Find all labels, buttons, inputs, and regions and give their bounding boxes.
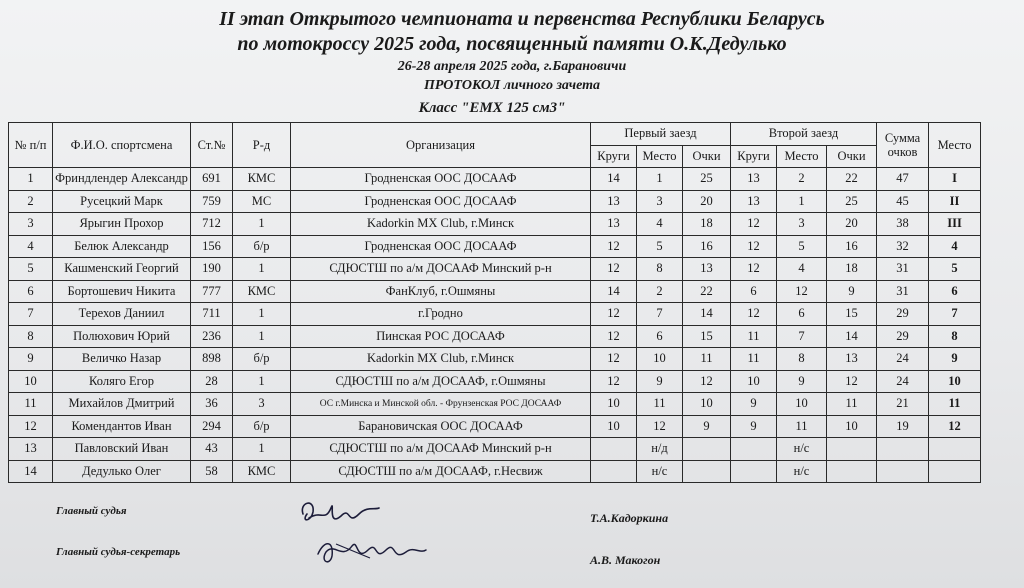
cell-start: 190: [191, 258, 233, 281]
cell-place: 8: [929, 325, 981, 348]
cell-laps2: [731, 460, 777, 483]
cell-name: Комендантов Иван: [53, 415, 191, 438]
cell-place: [929, 438, 981, 461]
cell-start: 898: [191, 348, 233, 371]
cell-place: 7: [929, 303, 981, 326]
cell-num: 14: [9, 460, 53, 483]
cell-place: 11: [929, 393, 981, 416]
cell-pos2: 11: [777, 415, 827, 438]
cell-points1: 25: [683, 168, 731, 191]
cell-pos2: 9: [777, 370, 827, 393]
title-line-2: по мотокроссу 2025 года, посвященный памяти О.К.Дедулько: [237, 33, 787, 55]
cell-laps2: 11: [731, 348, 777, 371]
cell-laps1: [591, 438, 637, 461]
table-row: [9, 168, 981, 191]
cell-name: Полюхович Юрий: [53, 325, 191, 348]
cell-pos2: 2: [777, 168, 827, 191]
col-num-header: № п/п: [9, 123, 53, 168]
cell-name: Михайлов Дмитрий: [53, 393, 191, 416]
cell-start: 58: [191, 460, 233, 483]
cell-org: Гродненская ООС ДОСААФ: [291, 235, 591, 258]
cell-org: ОС г.Минска и Минской обл. - Фрунзенская РОС ДОСААФ: [291, 393, 591, 416]
cell-org: Гродненская ООС ДОСААФ: [291, 168, 591, 191]
cell-total: 24: [877, 348, 929, 371]
cell-pos1: 1: [637, 168, 683, 191]
cell-start: 712: [191, 213, 233, 236]
cell-points2: 11: [827, 393, 877, 416]
cell-rank: б/р: [233, 415, 291, 438]
cell-laps1: 10: [591, 393, 637, 416]
cell-laps1: 13: [591, 213, 637, 236]
cell-points1: 20: [683, 190, 731, 213]
cell-pos1: 4: [637, 213, 683, 236]
cell-points2: 15: [827, 303, 877, 326]
cell-laps2: [731, 438, 777, 461]
col-name-header: Ф.И.О. спортсмена: [53, 123, 191, 168]
cell-points2: 13: [827, 348, 877, 371]
cell-name: Кашменский Георгий: [53, 258, 191, 281]
cell-laps1: 14: [591, 168, 637, 191]
cell-points1: 15: [683, 325, 731, 348]
cell-laps1: 14: [591, 280, 637, 303]
cell-total: 29: [877, 325, 929, 348]
cell-points1: 22: [683, 280, 731, 303]
cell-points2: 18: [827, 258, 877, 281]
cell-laps2: 12: [731, 303, 777, 326]
cell-num: 4: [9, 235, 53, 258]
cell-points1: 11: [683, 348, 731, 371]
cell-org: СДЮСТШ по а/м ДОСААФ, г.Ошмяны: [291, 370, 591, 393]
cell-points2: 16: [827, 235, 877, 258]
table-row: [9, 303, 981, 326]
cell-rank: 3: [233, 393, 291, 416]
race1-laps-header: Круги: [591, 145, 637, 168]
table-row: [9, 415, 981, 438]
col-total-header: Сумма очков: [877, 123, 929, 168]
cell-laps1: 12: [591, 303, 637, 326]
cell-name: Ярыгин Прохор: [53, 213, 191, 236]
table-row: [9, 348, 981, 371]
cell-pos1: 10: [637, 348, 683, 371]
cell-org: г.Гродно: [291, 303, 591, 326]
cell-laps2: 10: [731, 370, 777, 393]
cell-laps1: 12: [591, 348, 637, 371]
cell-pos2: н/с: [777, 460, 827, 483]
cell-name: Терехов Даниил: [53, 303, 191, 326]
cell-laps2: 6: [731, 280, 777, 303]
cell-laps1: 12: [591, 325, 637, 348]
table-row: [9, 393, 981, 416]
table-row: [9, 213, 981, 236]
cell-pos1: 6: [637, 325, 683, 348]
col-place-header: Место: [929, 123, 981, 168]
cell-pos2: 1: [777, 190, 827, 213]
cell-points1: 14: [683, 303, 731, 326]
protocol-title: ПРОТОКОЛ личного зачета: [423, 78, 601, 93]
cell-total: 45: [877, 190, 929, 213]
cell-num: 7: [9, 303, 53, 326]
cell-start: 156: [191, 235, 233, 258]
chief-judge-signature: [295, 492, 385, 532]
cell-name: Дедулько Олег: [53, 460, 191, 483]
cell-points2: 14: [827, 325, 877, 348]
cell-org: СДЮСТШ по а/м ДОСААФ Минский р-н: [291, 438, 591, 461]
cell-pos1: 2: [637, 280, 683, 303]
cell-points1: 16: [683, 235, 731, 258]
cell-start: 294: [191, 415, 233, 438]
cell-num: 12: [9, 415, 53, 438]
cell-rank: КМС: [233, 168, 291, 191]
cell-pos1: н/с: [637, 460, 683, 483]
cell-pos2: н/с: [777, 438, 827, 461]
cell-total: [877, 438, 929, 461]
table-row: [9, 370, 981, 393]
cell-name: Белюк Александр: [53, 235, 191, 258]
table-row: [9, 190, 981, 213]
cell-name: Фриндлендер Александр: [53, 168, 191, 191]
cell-org: СДЮСТШ по а/м ДОСААФ, г.Несвиж: [291, 460, 591, 483]
table-row: [9, 438, 981, 461]
cell-pos1: 12: [637, 415, 683, 438]
event-dates: 26-28 апреля 2025 года, г.Барановичи: [397, 59, 627, 74]
chief-judge-name: Т.А.Кадоркина: [590, 511, 669, 525]
cell-points2: [827, 438, 877, 461]
cell-laps2: 12: [731, 213, 777, 236]
cell-laps2: 12: [731, 235, 777, 258]
cell-rank: МС: [233, 190, 291, 213]
cell-place: III: [929, 213, 981, 236]
cell-points2: 9: [827, 280, 877, 303]
cell-points2: 12: [827, 370, 877, 393]
cell-total: 24: [877, 370, 929, 393]
table-row: [9, 258, 981, 281]
secretary-name: А.В. Макогон: [590, 553, 661, 567]
cell-pos2: 3: [777, 213, 827, 236]
cell-laps2: 12: [731, 258, 777, 281]
cell-points1: 13: [683, 258, 731, 281]
cell-pos1: 11: [637, 393, 683, 416]
cell-laps2: 9: [731, 415, 777, 438]
cell-rank: 1: [233, 438, 291, 461]
cell-total: 31: [877, 280, 929, 303]
table-row: [9, 460, 981, 483]
cell-total: 38: [877, 213, 929, 236]
cell-start: 28: [191, 370, 233, 393]
cell-rank: 1: [233, 325, 291, 348]
cell-pos1: н/д: [637, 438, 683, 461]
cell-rank: КМС: [233, 460, 291, 483]
cell-place: 10: [929, 370, 981, 393]
cell-place: II: [929, 190, 981, 213]
race2-header: Второй заезд: [731, 123, 877, 146]
cell-num: 9: [9, 348, 53, 371]
cell-start: 36: [191, 393, 233, 416]
cell-pos1: 8: [637, 258, 683, 281]
cell-total: 21: [877, 393, 929, 416]
cell-points1: 12: [683, 370, 731, 393]
race2-pos-header: Место: [777, 145, 827, 168]
cell-start: 43: [191, 438, 233, 461]
class-title: Класс "EMX 125 см3": [418, 100, 566, 116]
cell-place: 6: [929, 280, 981, 303]
cell-laps2: 13: [731, 190, 777, 213]
cell-name: Павловский Иван: [53, 438, 191, 461]
race2-laps-header: Круги: [731, 145, 777, 168]
cell-start: 236: [191, 325, 233, 348]
cell-points2: 20: [827, 213, 877, 236]
cell-rank: 1: [233, 303, 291, 326]
chief-judge-label: Главный судья: [56, 505, 127, 517]
cell-points1: 18: [683, 213, 731, 236]
cell-pos1: 5: [637, 235, 683, 258]
cell-rank: б/р: [233, 348, 291, 371]
cell-points2: 22: [827, 168, 877, 191]
cell-place: 9: [929, 348, 981, 371]
cell-pos1: 3: [637, 190, 683, 213]
cell-total: 29: [877, 303, 929, 326]
cell-name: Величко Назар: [53, 348, 191, 371]
cell-num: 8: [9, 325, 53, 348]
cell-org: Kadorkin MX Club, г.Минск: [291, 213, 591, 236]
cell-num: 5: [9, 258, 53, 281]
cell-num: 6: [9, 280, 53, 303]
cell-place: 5: [929, 258, 981, 281]
cell-laps2: 13: [731, 168, 777, 191]
table-row: [9, 280, 981, 303]
race1-points-header: Очки: [683, 145, 731, 168]
cell-pos2: 4: [777, 258, 827, 281]
secretary-signature: [312, 532, 432, 568]
col-org-header: Организация: [291, 123, 591, 168]
cell-laps1: 12: [591, 258, 637, 281]
cell-laps1: 13: [591, 190, 637, 213]
cell-points2: 10: [827, 415, 877, 438]
cell-org: Барановичская ООС ДОСААФ: [291, 415, 591, 438]
cell-rank: 1: [233, 258, 291, 281]
cell-place: [929, 460, 981, 483]
cell-num: 3: [9, 213, 53, 236]
race1-pos-header: Место: [637, 145, 683, 168]
cell-total: 31: [877, 258, 929, 281]
cell-rank: 1: [233, 370, 291, 393]
cell-num: 1: [9, 168, 53, 191]
cell-org: Пинская РОС ДОСААФ: [291, 325, 591, 348]
cell-total: 47: [877, 168, 929, 191]
title-line-1: II этап Открытого чемпионата и первенства Республики Беларусь: [219, 8, 825, 30]
cell-laps2: 9: [731, 393, 777, 416]
cell-points2: 25: [827, 190, 877, 213]
cell-num: 10: [9, 370, 53, 393]
cell-num: 11: [9, 393, 53, 416]
cell-points1: [683, 438, 731, 461]
results-table: [8, 122, 981, 483]
table-row: [9, 325, 981, 348]
cell-start: 711: [191, 303, 233, 326]
cell-total: [877, 460, 929, 483]
race1-header: Первый заезд: [591, 123, 731, 146]
cell-pos2: 12: [777, 280, 827, 303]
cell-laps2: 11: [731, 325, 777, 348]
cell-laps1: 10: [591, 415, 637, 438]
cell-rank: б/р: [233, 235, 291, 258]
cell-org: ФанКлуб, г.Ошмяны: [291, 280, 591, 303]
cell-start: 777: [191, 280, 233, 303]
cell-points1: 10: [683, 393, 731, 416]
cell-start: 691: [191, 168, 233, 191]
cell-points1: [683, 460, 731, 483]
cell-org: СДЮСТШ по а/м ДОСААФ Минский р-н: [291, 258, 591, 281]
cell-pos1: 7: [637, 303, 683, 326]
cell-total: 19: [877, 415, 929, 438]
cell-start: 759: [191, 190, 233, 213]
cell-total: 32: [877, 235, 929, 258]
cell-pos2: 6: [777, 303, 827, 326]
cell-place: 4: [929, 235, 981, 258]
secretary-label: Главный судья-секретарь: [56, 546, 181, 558]
cell-num: 2: [9, 190, 53, 213]
cell-org: Гродненская ООС ДОСААФ: [291, 190, 591, 213]
cell-pos2: 8: [777, 348, 827, 371]
table-row: [9, 235, 981, 258]
cell-points1: 9: [683, 415, 731, 438]
cell-rank: 1: [233, 213, 291, 236]
cell-org: Kadorkin MX Club, г.Минск: [291, 348, 591, 371]
cell-pos2: 10: [777, 393, 827, 416]
cell-laps1: 12: [591, 235, 637, 258]
cell-place: I: [929, 168, 981, 191]
col-rank-header: Р-д: [233, 123, 291, 168]
cell-pos2: 5: [777, 235, 827, 258]
cell-laps1: [591, 460, 637, 483]
col-start-header: Ст.№: [191, 123, 233, 168]
cell-laps1: 12: [591, 370, 637, 393]
cell-name: Коляго Егор: [53, 370, 191, 393]
cell-name: Бортошевич Никита: [53, 280, 191, 303]
cell-rank: КМС: [233, 280, 291, 303]
cell-name: Русецкий Марк: [53, 190, 191, 213]
cell-pos1: 9: [637, 370, 683, 393]
cell-points2: [827, 460, 877, 483]
cell-pos2: 7: [777, 325, 827, 348]
race2-points-header: Очки: [827, 145, 877, 168]
cell-place: 12: [929, 415, 981, 438]
cell-num: 13: [9, 438, 53, 461]
